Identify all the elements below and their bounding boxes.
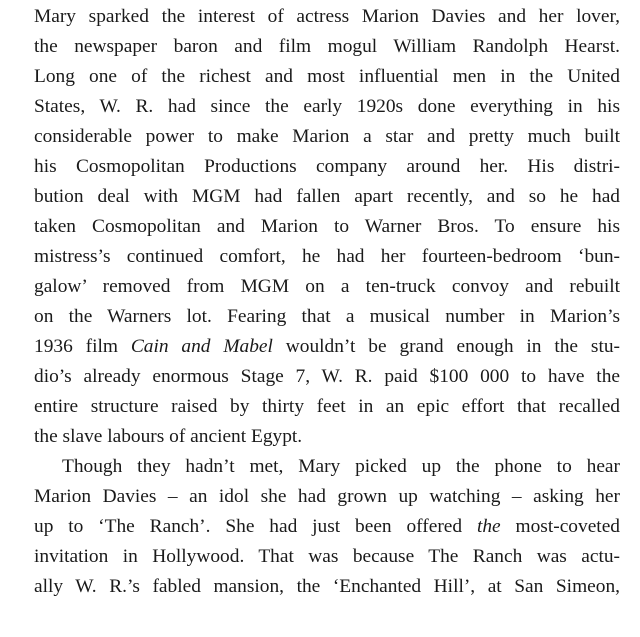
text-line [34,152,620,182]
text-line [34,422,620,452]
text-span: entire structure raised by thirty feet in an epic effort that recalled [34,396,620,417]
text-span: up to ‘The Ranch’. She had just been offered [34,516,477,537]
text-span: ally W. R.’s fabled mansion, the ‘Enchanted Hill’, at San Simeon, [34,576,620,597]
text-line [34,512,620,542]
text-span: taken Cosmopolitan and Marion to Warner Bros. To ensure his [34,216,620,237]
text-span: 1936 film [34,336,131,357]
text-line [34,242,620,272]
italic-text: the [476,516,501,537]
text-span: Long one of the richest and most influential men in the United [34,66,620,87]
text-span: the newspaper baron and film mogul William Randolph Hearst. [34,36,620,57]
text-line [34,302,620,332]
text-span: bution deal with MGM had fallen apart recently, and so he had [34,186,620,207]
text-span: mistress’s continued comfort, he had her fourteen-bedroom ‘bun- [34,246,620,267]
paragraph-2 [34,452,620,602]
text-span: his Cosmopolitan Productions company around her. His distri- [34,156,620,177]
text-span: most-coveted [500,516,620,537]
text-span: wouldn’t be grand enough in the stu- [272,336,620,357]
text-line [34,92,620,122]
text-line [34,122,620,152]
text-span: Marion Davies – an idol she had grown up watching – asking her [34,486,620,507]
book-page [34,2,620,602]
text-span: States, W. R. had since the early 1920s done everything in his [34,96,620,117]
text-line [34,182,620,212]
text-line [34,452,620,482]
italic-text: Cain and Mabel [130,336,273,357]
text-line [34,392,620,422]
text-line [34,542,620,572]
text-span: Mary sparked the interest of actress Marion Davies and her lover, [34,6,620,27]
text-line [34,362,620,392]
text-span: dio’s already enormous Stage 7, W. R. paid $100 000 to have the [34,366,620,387]
text-line [34,212,620,242]
text-span: Though they hadn’t met, Mary picked up the phone to hear [62,456,620,477]
text-span: considerable power to make Marion a star and pretty much built [34,126,620,147]
text-line [34,32,620,62]
text-span: invitation in Hollywood. That was because The Ranch was actu- [34,546,620,567]
text-line [34,482,620,512]
text-span: the slave labours of ancient Egypt. [34,426,303,447]
text-line [34,2,620,32]
text-line [34,572,620,602]
text-line [34,62,620,92]
text-line [34,332,620,362]
text-span: galow’ removed from MGM on a ten-truck convoy and rebuilt [34,276,620,297]
text-span: on the Warners lot. Fearing that a musical number in Marion’s [34,306,620,327]
paragraph-1 [34,2,620,452]
text-line [34,272,620,302]
